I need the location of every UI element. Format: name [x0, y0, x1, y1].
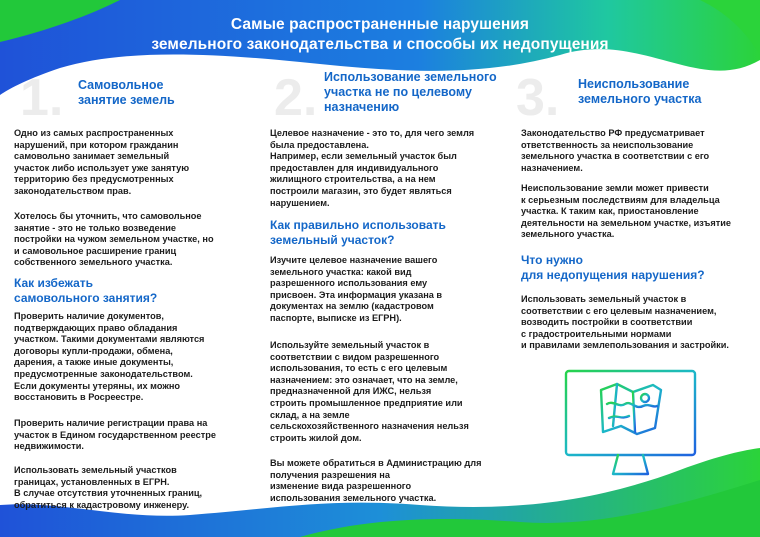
text-line: Использовать земельный участок в: [521, 294, 687, 304]
column-1-heading: [78, 78, 238, 108]
col1-paragraph-5: [14, 465, 249, 511]
text-line: к серьезным последствиям для владельца: [521, 194, 720, 205]
text-line: строить жилой дом.: [270, 432, 362, 443]
text-line: участок в Едином государственном реестре: [14, 429, 216, 440]
text-line: документах на землю (кадастровом: [270, 301, 434, 312]
col2-subheading: [270, 218, 510, 247]
text-line: постройки на чужом земельном участке, но: [14, 234, 214, 245]
text-line: с градостроительными нормами: [521, 328, 672, 339]
text-line: построили магазин, это будет являться: [270, 185, 452, 196]
text-line: восстановить в Росреестре.: [14, 392, 144, 403]
text-line: сельскохозяйственного назначения нельзя: [270, 421, 469, 432]
text-line: Хотелось бы уточнить, что самовольное: [14, 211, 202, 221]
text-line: Изучите целевое назначение вашего: [270, 255, 438, 265]
text-line: границах, установленных в ЕГРН.: [14, 476, 170, 487]
text-line: назначением: это означает, что на земле,: [270, 374, 458, 385]
heading-line: Самовольное: [78, 78, 164, 92]
text-line: склад, а на земле: [270, 409, 350, 420]
subheading-line: земельный участок?: [270, 232, 395, 247]
text-line: деятельности на земельном участке, изъятие: [521, 217, 731, 228]
text-line: участком. Такими документами являются: [14, 334, 205, 345]
text-line: соответствии с видом разрешенного: [270, 351, 440, 362]
text-line: В случае отсутствия уточненных границ,: [14, 488, 203, 499]
text-line: разрешенного использования ему: [270, 278, 428, 289]
text-line: строить промышленное предприятие или: [270, 397, 463, 408]
col2-paragraph-3: [270, 340, 515, 444]
text-line: Проверить наличие регистрации права на: [14, 418, 208, 428]
text-line: земельного участка.: [521, 229, 615, 240]
col3-paragraph-2: [521, 183, 756, 241]
col2-paragraph-1: [270, 128, 515, 209]
text-line: паспорте, выписке из ЕГРН).: [270, 312, 402, 323]
heading-line: участка не по целевому: [324, 85, 472, 99]
column-1-number: 1.: [20, 69, 64, 127]
col2-paragraph-4: [270, 458, 515, 504]
subheading-line: Как правильно использовать: [270, 218, 446, 232]
text-line: жилищного строительства, а на нем: [270, 174, 436, 185]
text-line: законодательством прав.: [14, 185, 132, 196]
text-line: возводить постройки в соответствии: [521, 317, 693, 328]
text-line: присвоен. Эта информация указана в: [270, 289, 443, 300]
subheading-line: Что нужно: [521, 253, 583, 267]
text-line: недвижимости.: [14, 441, 84, 452]
col1-paragraph-4: [14, 418, 249, 453]
text-line: договоры купли-продажи, обмена,: [14, 345, 173, 356]
text-line: Если документы утеряны, их можно: [14, 380, 180, 391]
text-line: Проверить наличие документов,: [14, 311, 164, 321]
text-line: предусмотренные законодательством.: [14, 368, 193, 379]
col1-paragraph-1: [14, 128, 249, 198]
text-line: предназначенной для ИЖС, нельзя: [270, 386, 432, 397]
page-title: [0, 15, 760, 55]
col1-subheading: [14, 276, 244, 305]
text-line: Целевое назначение - это то, для чего земля: [270, 128, 475, 138]
subheading-line: Как избежать: [14, 276, 94, 290]
text-line: и самовольное расширение границ: [14, 245, 177, 256]
text-line: Вы можете обратиться в Администрацию для: [270, 458, 482, 468]
text-line: земельного участка в соответствии с его: [521, 151, 710, 162]
text-line: и правилами землепользования и застройки.: [521, 340, 729, 351]
text-line: собственного земельного участка.: [14, 257, 173, 268]
text-line: использования, то есть с его целевым: [270, 363, 448, 374]
text-line: участка. К таким как, приостановление: [521, 206, 699, 217]
column-2-heading: [324, 70, 509, 115]
heading-line: занятие земель: [78, 93, 175, 107]
column-3-heading: [578, 77, 748, 107]
text-line: предоставлен для индивидуального: [270, 162, 439, 173]
text-line: назначением.: [521, 162, 583, 173]
subheading-line: самовольного занятия?: [14, 290, 158, 305]
col1-paragraph-3: [14, 311, 249, 404]
text-line: нарушением.: [270, 197, 330, 208]
text-line: территорию без предусмотренных: [14, 174, 174, 185]
text-line: Используйте земельный участок в: [270, 340, 430, 350]
monitor-map-icon: [563, 368, 698, 484]
heading-line: Неиспользование: [578, 77, 690, 91]
col3-paragraph-1: [521, 128, 756, 174]
text-line: Одно из самых распространенных: [14, 128, 174, 138]
subheading-line: для недопущения нарушения?: [521, 267, 705, 282]
text-line: Законодательство РФ предусматривает: [521, 128, 705, 138]
text-line: получения разрешения на: [270, 469, 390, 480]
col1-paragraph-2: [14, 211, 254, 269]
column-3-number: 3.: [516, 69, 560, 127]
text-line: самовольно занимает земельный: [14, 151, 170, 162]
text-line: была предоставлена.: [270, 139, 369, 150]
text-line: участок либо использует уже занятую: [14, 162, 190, 173]
heading-line: назначению: [324, 100, 400, 114]
text-line: подтверждающих право обладания: [14, 322, 178, 333]
col3-paragraph-3: [521, 294, 757, 352]
text-line: обратиться к кадастровому инженеру.: [14, 499, 190, 510]
text-line: дарения, а также иные документы,: [14, 357, 174, 368]
text-line: изменение вида разрешенного: [270, 481, 412, 492]
heading-line: земельного участка: [578, 92, 702, 106]
heading-line: Использование земельного: [324, 70, 497, 84]
text-line: использования земельного участка.: [270, 492, 437, 503]
text-line: нарушений, при котором гражданин: [14, 139, 179, 150]
text-line: Например, если земельный участок был: [270, 151, 457, 162]
title-line-1: Самые распространенные нарушения: [230, 16, 530, 33]
col2-paragraph-2: [270, 255, 510, 325]
text-line: занятие - это не только возведение: [14, 222, 176, 233]
text-line: ответственность за неиспользование: [521, 139, 694, 150]
col3-subheading: [521, 253, 756, 282]
text-line: земельного участка: какой вид: [270, 266, 412, 277]
text-line: соответствии с его целевым назначением,: [521, 305, 717, 316]
text-line: Использовать земельный участков: [14, 465, 177, 475]
title-line-2: земельного законодательства и способы их недопущения: [151, 36, 609, 53]
column-2-number: 2.: [274, 69, 318, 127]
text-line: Неиспользование земли может привести: [521, 183, 709, 193]
